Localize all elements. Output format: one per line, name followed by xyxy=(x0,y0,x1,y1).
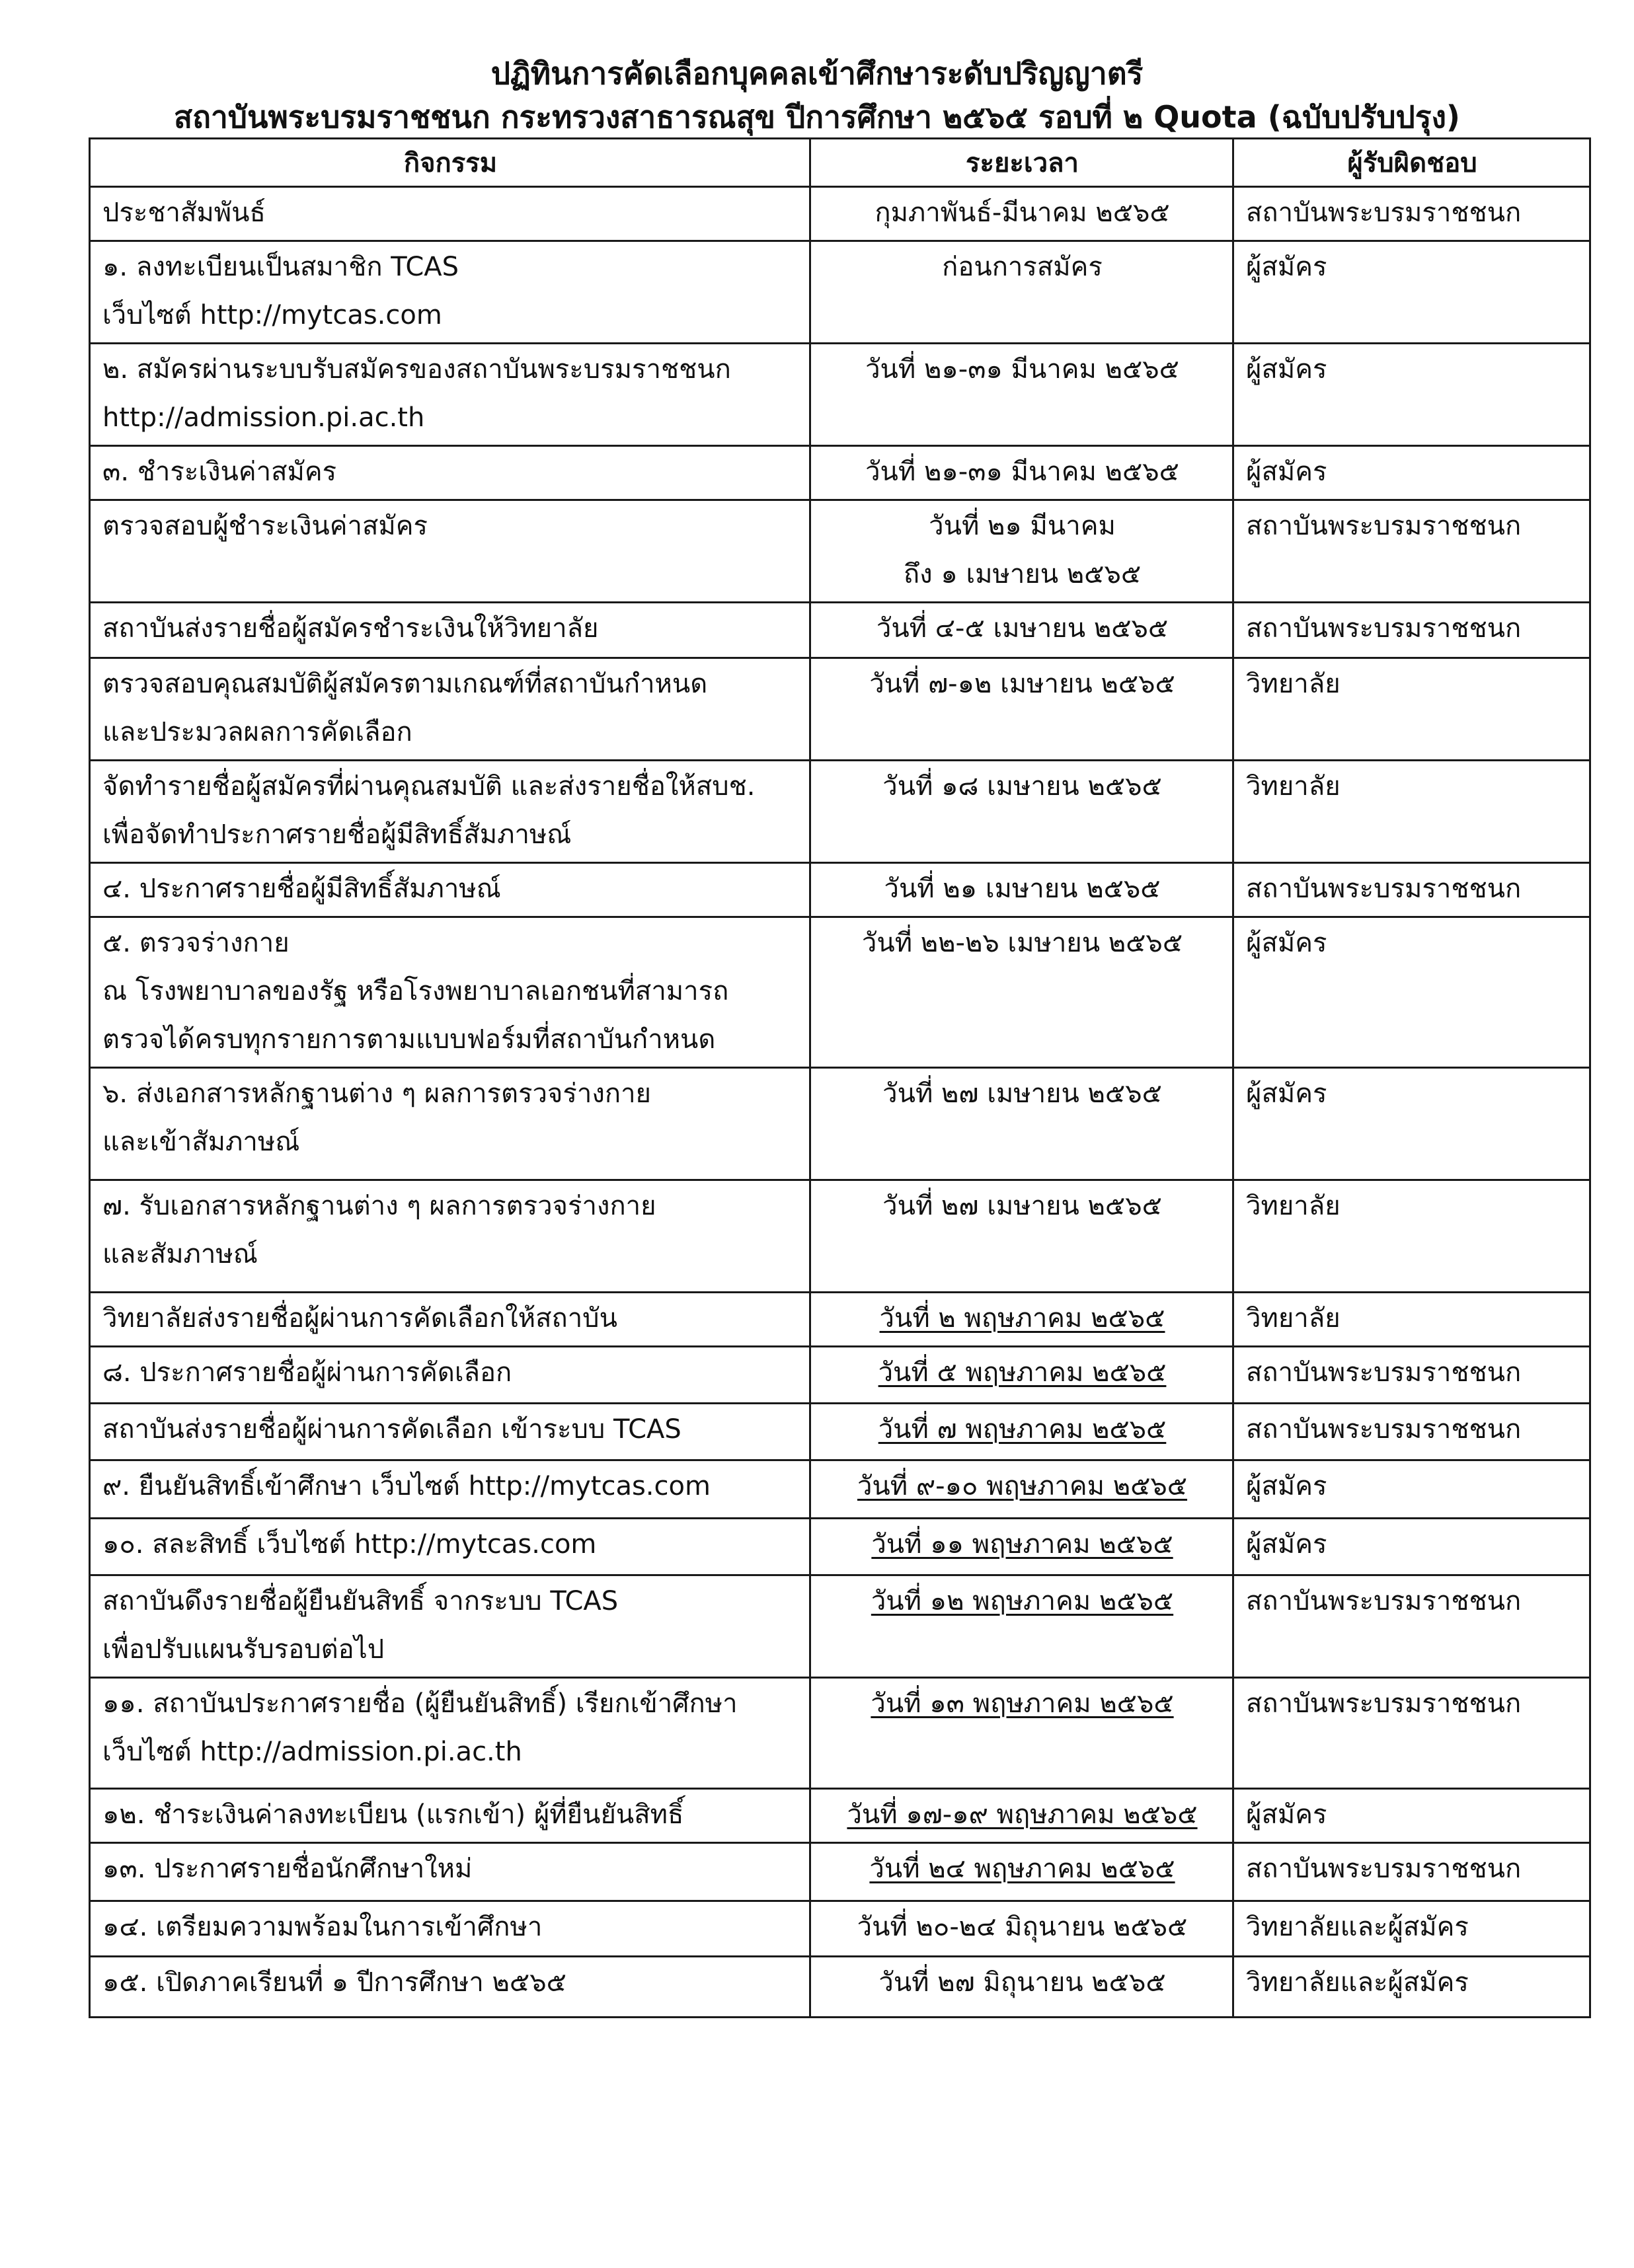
activity-text: ตรวจสอบคุณสมบัติผู้สมัครตามเกณฑ์ที่สถาบันกำหนด xyxy=(102,669,708,699)
responsible-cell: ผู้สมัคร xyxy=(1233,241,1590,344)
schedule-rows xyxy=(90,187,1590,2018)
table-row xyxy=(90,1293,1590,1347)
activity-cell xyxy=(90,1347,810,1404)
activity-text: ๙. ยืนยันสิทธิ์เข้าศึกษา เว็บไซต์ http://mytcas.com xyxy=(102,1471,711,1501)
activity-cell xyxy=(90,1293,810,1347)
header-period: ระยะเวลา xyxy=(810,139,1233,187)
period-cell xyxy=(810,241,1233,344)
activity-text: ๗. รับเอกสารหลักฐานต่าง ๆ ผลการตรวจร่างกาย xyxy=(102,1191,656,1221)
activity-text: ๑๔. เตรียมความพร้อมในการเข้าศึกษา xyxy=(102,1912,543,1942)
responsible-cell: วิทยาลัย xyxy=(1233,658,1590,761)
activity-text: วิทยาลัยส่งรายชื่อผู้ผ่านการคัดเลือกให้สถาบัน xyxy=(102,1303,617,1334)
table-row xyxy=(90,1957,1590,2018)
activity-text: เว็บไซต์ http://admission.pi.ac.th xyxy=(102,1737,522,1767)
activity-text: ๒. สมัครผ่านระบบรับสมัครของสถาบันพระบรมราชชนก xyxy=(102,354,731,385)
responsible-cell: สถาบันพระบรมราชชนก xyxy=(1233,1843,1590,1901)
responsible-cell: ผู้สมัคร xyxy=(1233,446,1590,500)
period-cell xyxy=(810,1957,1233,2018)
activity-text: ๑๐. สละสิทธิ์ เว็บไซต์ http://mytcas.com xyxy=(102,1529,597,1560)
responsible-cell: สถาบันพระบรมราชชนก xyxy=(1233,1678,1590,1789)
responsible-cell: ผู้สมัคร xyxy=(1233,1519,1590,1575)
period-text: กุมภาพันธ์-มีนาคม ๒๕๖๕ xyxy=(875,198,1170,228)
responsible-cell: สถาบันพระบรมราชชนก xyxy=(1233,1404,1590,1460)
period-cell xyxy=(810,1575,1233,1678)
activity-cell xyxy=(90,863,810,917)
period-text: วันที่ ๑๒ พฤษภาคม ๒๕๖๕ xyxy=(871,1586,1174,1616)
activity-cell xyxy=(90,1678,810,1789)
table-row xyxy=(90,446,1590,500)
activity-text: ประชาสัมพันธ์ xyxy=(102,198,266,228)
responsible-cell: วิทยาลัย xyxy=(1233,761,1590,863)
period-cell xyxy=(810,1404,1233,1460)
period-text: วันที่ ๒๑-๓๑ มีนาคม ๒๕๖๕ xyxy=(865,457,1179,487)
responsible-cell: สถาบันพระบรมราชชนก xyxy=(1233,603,1590,658)
table-row xyxy=(90,344,1590,446)
table-row xyxy=(90,1460,1590,1519)
period-text: วันที่ ๑๗-๑๙ พฤษภาคม ๒๕๖๕ xyxy=(847,1799,1198,1830)
period-text: ก่อนการสมัคร xyxy=(942,252,1103,282)
period-cell xyxy=(810,1347,1233,1404)
table-row xyxy=(90,187,1590,241)
period-text: วันที่ ๒๑ มีนาคม xyxy=(929,511,1116,541)
responsible-cell: วิทยาลัยและผู้สมัคร xyxy=(1233,1957,1590,2018)
responsible-cell: สถาบันพระบรมราชชนก xyxy=(1233,1347,1590,1404)
table-row xyxy=(90,241,1590,344)
header-activity: กิจกรรม xyxy=(90,139,810,187)
activity-cell xyxy=(90,1843,810,1901)
period-text: วันที่ ๕ พฤษภาคม ๒๕๖๕ xyxy=(878,1357,1167,1388)
activity-text: ตรวจสอบผู้ชำระเงินค่าสมัคร xyxy=(102,511,428,541)
activity-cell xyxy=(90,1901,810,1957)
period-cell xyxy=(810,446,1233,500)
activity-cell xyxy=(90,917,810,1068)
document-title: ปฏิทินการคัดเลือกบุคคลเข้าศึกษาระดับปริญญาตรี xyxy=(490,56,1144,91)
activity-cell xyxy=(90,761,810,863)
table-row xyxy=(90,863,1590,917)
period-cell xyxy=(810,658,1233,761)
period-text: วันที่ ๗-๑๒ เมษายน ๒๕๖๕ xyxy=(869,669,1175,699)
table-row xyxy=(90,1678,1590,1789)
activity-cell xyxy=(90,1180,810,1293)
responsible-cell: สถาบันพระบรมราชชนก xyxy=(1233,187,1590,241)
activity-text: http://admission.pi.ac.th xyxy=(102,402,425,433)
period-cell xyxy=(810,1519,1233,1575)
period-text: วันที่ ๒๒-๒๖ เมษายน ๒๕๖๕ xyxy=(861,928,1183,958)
activity-text: จัดทำรายชื่อผู้สมัครที่ผ่านคุณสมบัติ และส่งรายชื่อให้สบช. xyxy=(102,771,756,802)
period-text: วันที่ ๒๐-๒๔ มิถุนายน ๒๕๖๕ xyxy=(857,1912,1188,1942)
activity-text: ๑๕. เปิดภาคเรียนที่ ๑ ปีการศึกษา ๒๕๖๕ xyxy=(102,1967,566,1998)
table-row xyxy=(90,1575,1590,1678)
responsible-cell: สถาบันพระบรมราชชนก xyxy=(1233,863,1590,917)
period-text: วันที่ ๗ พฤษภาคม ๒๕๖๕ xyxy=(878,1414,1167,1445)
period-text: วันที่ ๒๗ เมษายน ๒๕๖๕ xyxy=(882,1078,1162,1109)
activity-text: สถาบันดึงรายชื่อผู้ยืนยันสิทธิ์ จากระบบ TCAS xyxy=(102,1586,619,1616)
table-row xyxy=(90,1901,1590,1957)
activity-text: และสัมภาษณ์ xyxy=(102,1239,258,1269)
period-text: วันที่ ๒๔ พฤษภาคม ๒๕๖๕ xyxy=(869,1854,1175,1884)
period-text: วันที่ ๒๑-๓๑ มีนาคม ๒๕๖๕ xyxy=(865,354,1179,385)
table-row xyxy=(90,917,1590,1068)
period-cell xyxy=(810,917,1233,1068)
period-cell xyxy=(810,1068,1233,1180)
activity-cell xyxy=(90,1957,810,2018)
activity-text: สถาบันส่งรายชื่อผู้ผ่านการคัดเลือก เข้าระบบ TCAS xyxy=(102,1414,681,1445)
activity-cell xyxy=(90,446,810,500)
activity-cell xyxy=(90,1068,810,1180)
activity-text: และเข้าสัมภาษณ์ xyxy=(102,1127,300,1157)
period-cell xyxy=(810,500,1233,603)
responsible-cell: วิทยาลัย xyxy=(1233,1293,1590,1347)
period-cell xyxy=(810,1293,1233,1347)
period-text: วันที่ ๑๘ เมษายน ๒๕๖๕ xyxy=(882,771,1162,802)
period-cell xyxy=(810,603,1233,658)
period-text: วันที่ ๑๓ พฤษภาคม ๒๕๖๕ xyxy=(871,1688,1174,1719)
period-cell xyxy=(810,761,1233,863)
document-header xyxy=(0,52,1634,139)
table-row xyxy=(90,1404,1590,1460)
activity-text: เพื่อจัดทำประกาศรายชื่อผู้มีสิทธิ์สัมภาษณ์ xyxy=(102,819,572,850)
period-cell xyxy=(810,1678,1233,1789)
header-responsible: ผู้รับผิดชอบ xyxy=(1233,139,1590,187)
period-text: วันที่ ๒ พฤษภาคม ๒๕๖๕ xyxy=(879,1303,1165,1334)
responsible-cell: ผู้สมัคร xyxy=(1233,344,1590,446)
activity-text: ๕. ตรวจร่างกาย xyxy=(102,928,290,958)
table-row xyxy=(90,500,1590,603)
activity-text: สถาบันส่งรายชื่อผู้สมัครชำระเงินให้วิทยาลัย xyxy=(102,613,599,644)
period-text: วันที่ ๒๑ เมษายน ๒๕๖๕ xyxy=(884,874,1161,904)
period-text: วันที่ ๔-๕ เมษายน ๒๕๖๕ xyxy=(876,613,1169,644)
table-row xyxy=(90,1519,1590,1575)
period-cell xyxy=(810,1789,1233,1843)
period-cell xyxy=(810,187,1233,241)
responsible-cell: สถาบันพระบรมราชชนก xyxy=(1233,1575,1590,1678)
period-text: ถึง ๑ เมษายน ๒๕๖๕ xyxy=(903,559,1142,589)
period-cell xyxy=(810,1460,1233,1519)
table-row xyxy=(90,1347,1590,1404)
activity-cell xyxy=(90,658,810,761)
activity-text: ๑๒. ชำระเงินค่าลงทะเบียน (แรกเข้า) ผู้ที่ยืนยันสิทธิ์ xyxy=(102,1799,684,1830)
activity-text: เพื่อปรับแผนรับรอบต่อไป xyxy=(102,1634,385,1665)
activity-text: และประมวลผลการคัดเลือก xyxy=(102,717,412,747)
table-row xyxy=(90,603,1590,658)
responsible-cell: ผู้สมัคร xyxy=(1233,1460,1590,1519)
responsible-cell: วิทยาลัยและผู้สมัคร xyxy=(1233,1901,1590,1957)
activity-text: ณ โรงพยาบาลของรัฐ หรือโรงพยาบาลเอกชนที่สามารถ xyxy=(102,976,729,1006)
activity-cell xyxy=(90,1789,810,1843)
activity-text: ๑๓. ประกาศรายชื่อนักศึกษาใหม่ xyxy=(102,1854,473,1884)
period-cell xyxy=(810,344,1233,446)
activity-cell xyxy=(90,187,810,241)
period-cell xyxy=(810,1180,1233,1293)
period-text: วันที่ ๙-๑๐ พฤษภาคม ๒๕๖๕ xyxy=(857,1471,1188,1501)
responsible-cell: สถาบันพระบรมราชชนก xyxy=(1233,500,1590,603)
responsible-cell: ผู้สมัคร xyxy=(1233,917,1590,1068)
activity-cell xyxy=(90,1575,810,1678)
period-text: วันที่ ๒๗ เมษายน ๒๕๖๕ xyxy=(882,1191,1162,1221)
activity-cell xyxy=(90,1404,810,1460)
activity-text: ๖. ส่งเอกสารหลักฐานต่าง ๆ ผลการตรวจร่างกาย xyxy=(102,1078,651,1109)
table-row xyxy=(90,761,1590,863)
responsible-cell: ผู้สมัคร xyxy=(1233,1789,1590,1843)
responsible-cell: วิทยาลัย xyxy=(1233,1180,1590,1293)
schedule-table xyxy=(89,137,1591,2018)
responsible-cell: ผู้สมัคร xyxy=(1233,1068,1590,1180)
activity-text: เว็บไซต์ http://mytcas.com xyxy=(102,300,442,330)
period-text: วันที่ ๒๗ มิถุนายน ๒๕๖๕ xyxy=(878,1967,1166,1998)
table-row xyxy=(90,658,1590,761)
table-row xyxy=(90,1180,1590,1293)
activity-cell xyxy=(90,603,810,658)
activity-text: ตรวจได้ครบทุกรายการตามแบบฟอร์มที่สถาบันกำหนด xyxy=(102,1024,716,1055)
table-row xyxy=(90,1843,1590,1901)
table-header-row xyxy=(90,139,1590,187)
table-row xyxy=(90,1789,1590,1843)
table-row xyxy=(90,1068,1590,1180)
activity-text: ๑. ลงทะเบียนเป็นสมาชิก TCAS xyxy=(102,252,459,282)
period-cell xyxy=(810,863,1233,917)
activity-cell xyxy=(90,344,810,446)
period-text: วันที่ ๑๑ พฤษภาคม ๒๕๖๕ xyxy=(871,1529,1173,1560)
period-cell xyxy=(810,1843,1233,1901)
period-cell xyxy=(810,1901,1233,1957)
activity-text: ๑๑. สถาบันประกาศรายชื่อ (ผู้ยืนยันสิทธิ์) เรียกเข้าศึกษา xyxy=(102,1688,738,1719)
activity-cell xyxy=(90,241,810,344)
activity-text: ๔. ประกาศรายชื่อผู้มีสิทธิ์สัมภาษณ์ xyxy=(102,874,501,904)
document-subtitle: สถาบันพระบรมราชชนก กระทรวงสาธารณสุข ปีการศึกษา ๒๕๖๕ รอบที่ ๒ Quota (ฉบับปรับปรุง) xyxy=(174,99,1460,135)
activity-text: ๓. ชำระเงินค่าสมัคร xyxy=(102,457,337,487)
activity-cell xyxy=(90,1519,810,1575)
activity-cell xyxy=(90,1460,810,1519)
activity-text: ๘. ประกาศรายชื่อผู้ผ่านการคัดเลือก xyxy=(102,1357,512,1388)
activity-cell xyxy=(90,500,810,603)
